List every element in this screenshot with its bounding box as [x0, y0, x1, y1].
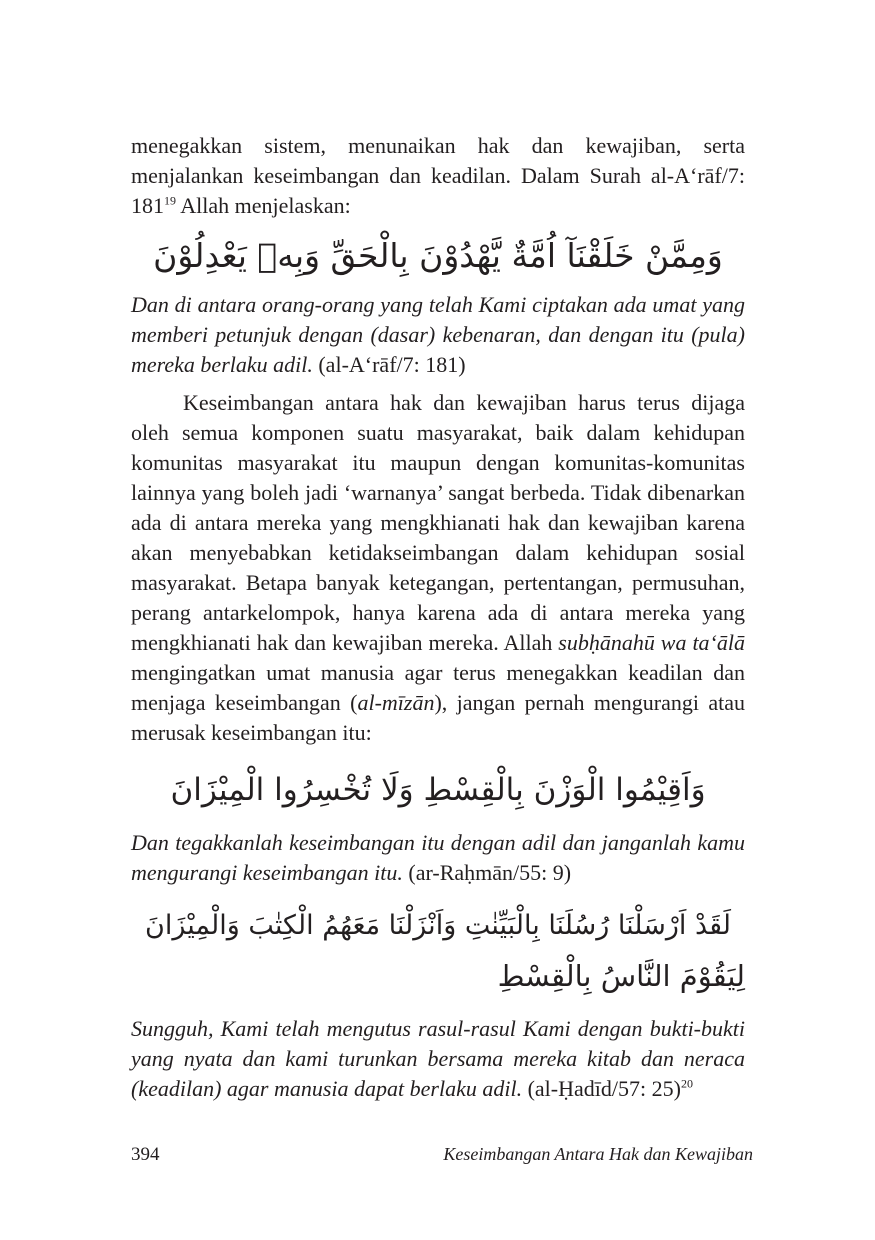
body-paragraph	[131, 388, 745, 748]
verse-translation-araf-181	[131, 290, 745, 380]
paragraph-text-2: mengingatkan umat manusia agar terus menegakkan keadilan dan menjaga keseimbangan (	[131, 660, 745, 715]
footnote-marker-19[interactable]: 19	[164, 193, 176, 208]
paragraph-italic-al-mizan: al-mīzān	[357, 690, 435, 715]
verse-arabic-araf-181: وَمِمَّنْ خَلَقْنَآ اُمَّةٌ يَّهْدُوْنَ بِالْحَقِّ وَبِهٖ يَعْدِلُوْنَ	[153, 236, 723, 275]
verse-arabic-hadid-25-line2: لِيَقُوْمَ النَّاسُ بِالْقِسْطِ	[497, 959, 745, 993]
paragraph-italic-term: subḥānahū wa ta‘ālā	[558, 630, 745, 655]
verse-arabic-rahman-9: وَاَقِيْمُوا الْوَزْنَ بِالْقِسْطِ وَلَا تُخْسِرُوا الْمِيْزَانَ	[170, 772, 706, 808]
translation-text: Dan di antara orang-orang yang telah Kami ciptakan ada umat yang memberi petunjuk dengan (dasar) kebenaran, dan dengan itu (pula) mereka berlaku adil.	[131, 292, 745, 377]
translation-text: Sungguh, Kami telah mengutus rasul-rasul Kami dengan bukti-bukti yang nyata dan kami turunkan bersama mereka kitab dan neraca (keadilan) agar manusia dapat berlaku adil.	[131, 1016, 745, 1101]
verse-arabic-hadid-25-line1: لَقَدْ اَرْسَلْنَا رُسُلَنَا بِالْبَيِّنٰتِ وَاَنْزَلْنَا مَعَهُمُ الْكِتٰبَ وَالْمِيْزَانَ	[144, 910, 731, 941]
verse-reference: (al-Ḥadīd/57: 25)	[522, 1076, 681, 1101]
verse-translation-hadid-25	[131, 1014, 745, 1104]
paragraph-text-1: Keseimbangan antara hak dan kewajiban harus terus dijaga oleh semua komponen suatu masyarakat, baik dalam kehidupan komunitas masyarakat itu maupun dengan komunitas-komunitas lainnya yang boleh jadi ‘warnanya’ sangat berbeda. Tidak dibenarkan ada di antara mereka yang mengkhianati hak dan kewajiban karena akan menyebabkan ketidakseimbangan dalam kehidupan sosial masyarakat. Betapa banyak ketegangan, pertentangan, permusuhan, perang antarkelompok, hanya karena ada di antara mereka yang mengkhianati hak dan kewajiban mereka. Allah	[131, 390, 745, 655]
verse-reference: (al-A‘rāf/7: 181)	[312, 352, 466, 377]
verse-translation-rahman-9	[131, 828, 745, 888]
page-number: 394	[131, 1144, 160, 1165]
footnote-marker-20[interactable]: 20	[680, 1076, 693, 1091]
verse-reference: (ar-Raḥmān/55: 9)	[402, 860, 572, 885]
intro-text: menegakkan sistem, menunaikan hak dan kewajiban, serta menjalankan keseimbangan dan keadilan. Dalam Surah al-A‘rāf/7: 181	[131, 133, 745, 218]
paragraph-text-3: ), jangan pernah mengurangi atau merusak keseimbangan itu:	[131, 690, 745, 745]
running-title: Keseimbangan Antara Hak dan Kewajiban	[443, 1144, 753, 1164]
intro-tail: Allah menjelaskan:	[176, 193, 351, 218]
intro-paragraph	[131, 131, 745, 221]
translation-text: Dan tegakkanlah keseimbangan itu dengan adil dan janganlah kamu mengurangi keseimbangan itu.	[131, 830, 745, 885]
